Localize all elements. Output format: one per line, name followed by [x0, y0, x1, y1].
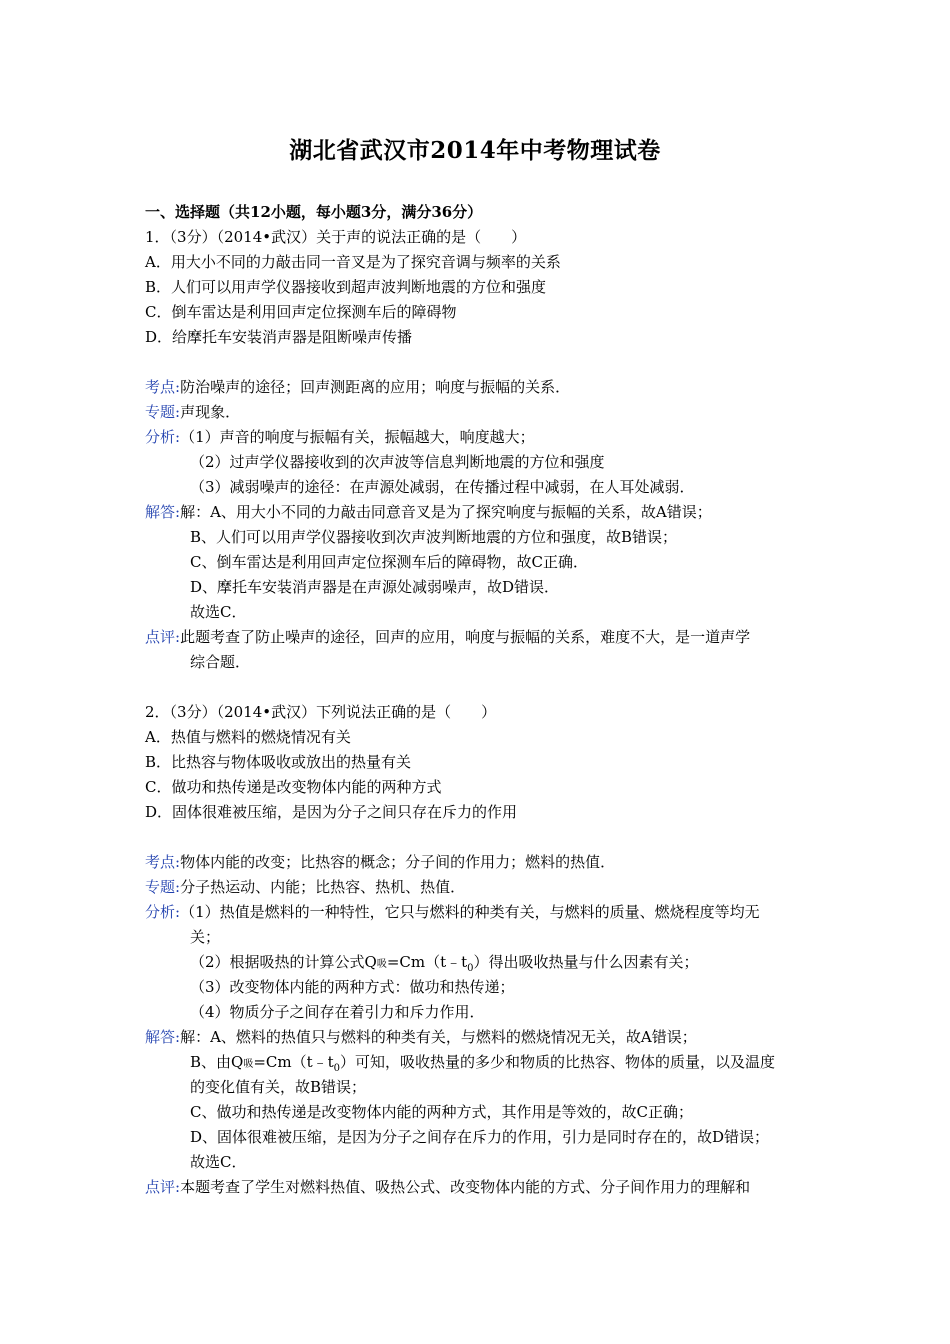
- q2-jieda-3: 的变化值有关，故B错误；: [190, 1078, 367, 1096]
- jieda-label: 解答:: [145, 1028, 181, 1046]
- q2-fenxi-2c: ）得出吸收热量与什么因素有关；: [473, 953, 699, 971]
- q1-option-a: A．用大小不同的力敲击同一音叉是为了探究音调与频率的关系: [145, 253, 561, 271]
- q2-fenxi-4: （4）物质分子之间存在着引力和斥力作用．: [190, 1003, 485, 1021]
- q1-jieda-4: D、摩托车安装消声器是在声源处减弱噪声，故D错误．: [190, 578, 560, 596]
- q1-jieda-2: B、人们可以用声学仪器接收到次声波判断地震的方位和强度，故B错误；: [190, 528, 678, 546]
- q1-option-d: D．给摩托车安装消声器是阻断噪声传播: [145, 328, 413, 346]
- q1-fenxi-2: （2）过声学仪器接收到的次声波等信息判断地震的方位和强度: [190, 453, 605, 471]
- q2-jieda-2a: B、由Q: [190, 1053, 244, 1071]
- kaodian-label: 考点:: [145, 853, 181, 871]
- q1-jieda-1: 解：A、用大小不同的力敲击同意音叉是为了探究响度与振幅的关系，故A错误；: [180, 503, 712, 521]
- q2-zhuanti: [145, 877, 465, 897]
- q1-fenxi-3: （3）减弱噪声的途径：在声源处减弱，在传播过程中减弱，在人耳处减弱．: [190, 478, 695, 496]
- dianping-label: 点评:: [145, 1178, 181, 1196]
- jieda-label: 解答:: [145, 503, 181, 521]
- q1-jieda-5: 故选C．: [190, 603, 247, 621]
- q2-jieda-6: 故选C．: [190, 1153, 247, 1171]
- q2-jieda-5: D、固体很难被压缩，是因为分子之间存在斥力的作用，引力是同时存在的，故D错误；: [190, 1128, 770, 1146]
- fenxi-label: 分析:: [145, 428, 181, 446]
- q2-jieda-2c: ）可知，吸收热量的多少和物质的比热容、物体的质量，以及温度: [340, 1053, 776, 1071]
- q1-dianping-1: 此题考查了防止噪声的途径，回声的应用，响度与振幅的关系，难度不大，是一道声学: [180, 628, 751, 646]
- kaodian-label: 考点:: [145, 378, 181, 396]
- q1-kaodian-text: 防治噪声的途径；回声测距离的应用；响度与振幅的关系．: [180, 378, 571, 396]
- page-title: 湖北省武汉市2014年中考物理试卷: [289, 137, 661, 164]
- q1-fenxi-1: （1）声音的响度与振幅有关，振幅越大，响度越大；: [180, 428, 535, 446]
- q2-zhuanti-text: 分子热运动、内能；比热容、热机、热值．: [180, 878, 466, 896]
- zhuanti-label: 专题:: [145, 403, 181, 421]
- q2-dianping-1: 本题考查了学生对燃料热值、吸热公式、改变物体内能的方式、分子间作用力的理解和: [180, 1178, 751, 1196]
- q2-fenxi-2: [190, 952, 699, 979]
- q2-fenxi-1b: 关；: [190, 928, 221, 946]
- q2-fenxi-2b: =Cm（t﹣t: [386, 953, 468, 971]
- q1-zhuanti-text: 声现象．: [180, 403, 241, 421]
- q2-option-b: B．比热容与物体吸收或放出的热量有关: [145, 753, 412, 771]
- q2-option-d: D．固体很难被压缩，是因为分子之间只存在斥力的作用: [145, 803, 518, 821]
- subscript-xi: 吸: [376, 959, 387, 970]
- q1-kaodian: [145, 377, 570, 397]
- q1-dianping: [145, 627, 750, 647]
- q1-stem: 1．（3分）（2014•武汉）关于声的说法正确的是（ ）: [145, 228, 527, 246]
- q2-kaodian: [145, 852, 615, 872]
- q2-fenxi-2a: （2）根据吸热的计算公式Q: [190, 953, 377, 971]
- q2-fenxi-1: （1）热值是燃料的一种特性，它只与燃料的种类有关，与燃料的质量、燃烧程度等均无: [180, 903, 760, 921]
- fenxi-label: 分析:: [145, 903, 181, 921]
- q1-option-c: C．倒车雷达是利用回声定位探测车后的障碍物: [145, 303, 457, 321]
- subscript-zero: 0: [467, 963, 474, 974]
- q2-dianping: [145, 1177, 750, 1197]
- q2-option-a: A．热值与燃料的燃烧情况有关: [145, 728, 351, 746]
- q1-jieda: [145, 502, 712, 522]
- q1-dianping-2: 综合题．: [190, 653, 251, 671]
- subscript-zero: 0: [333, 1063, 341, 1074]
- q2-jieda-4: C、做功和热传递是改变物体内能的两种方式，其作用是等效的，故C正确；: [190, 1103, 693, 1121]
- zhuanti-label: 专题:: [145, 878, 181, 896]
- q2-option-c: C．做功和热传递是改变物体内能的两种方式: [145, 778, 442, 796]
- q2-fenxi: [145, 902, 760, 922]
- q1-fenxi: [145, 427, 535, 447]
- subscript-xi: 吸: [243, 1059, 254, 1070]
- q1-option-b: B．人们可以用声学仪器接收到超声波判断地震的方位和强度: [145, 278, 547, 296]
- q2-kaodian-text: 物体内能的改变；比热容的概念；分子间的作用力；燃料的热值．: [180, 853, 616, 871]
- q1-zhuanti: [145, 402, 240, 422]
- section-heading: 一、选择题（共12小题，每小题3分，满分36分）: [145, 203, 483, 221]
- dianping-label: 点评:: [145, 628, 181, 646]
- q2-jieda-2: [190, 1052, 775, 1079]
- q1-jieda-3: C、倒车雷达是利用回声定位探测车后的障碍物，故C正确．: [190, 553, 588, 571]
- q2-fenxi-3: （3）改变物体内能的两种方式：做功和热传递；: [190, 978, 515, 996]
- q2-jieda: [145, 1027, 697, 1047]
- q2-jieda-1: 解：A、燃料的热值只与燃料的种类有关，与燃料的燃烧情况无关，故A错误；: [180, 1028, 697, 1046]
- q2-jieda-2b: =Cm（t﹣t: [253, 1053, 334, 1071]
- q2-stem: 2．（3分）（2014•武汉）下列说法正确的是（ ）: [145, 703, 497, 721]
